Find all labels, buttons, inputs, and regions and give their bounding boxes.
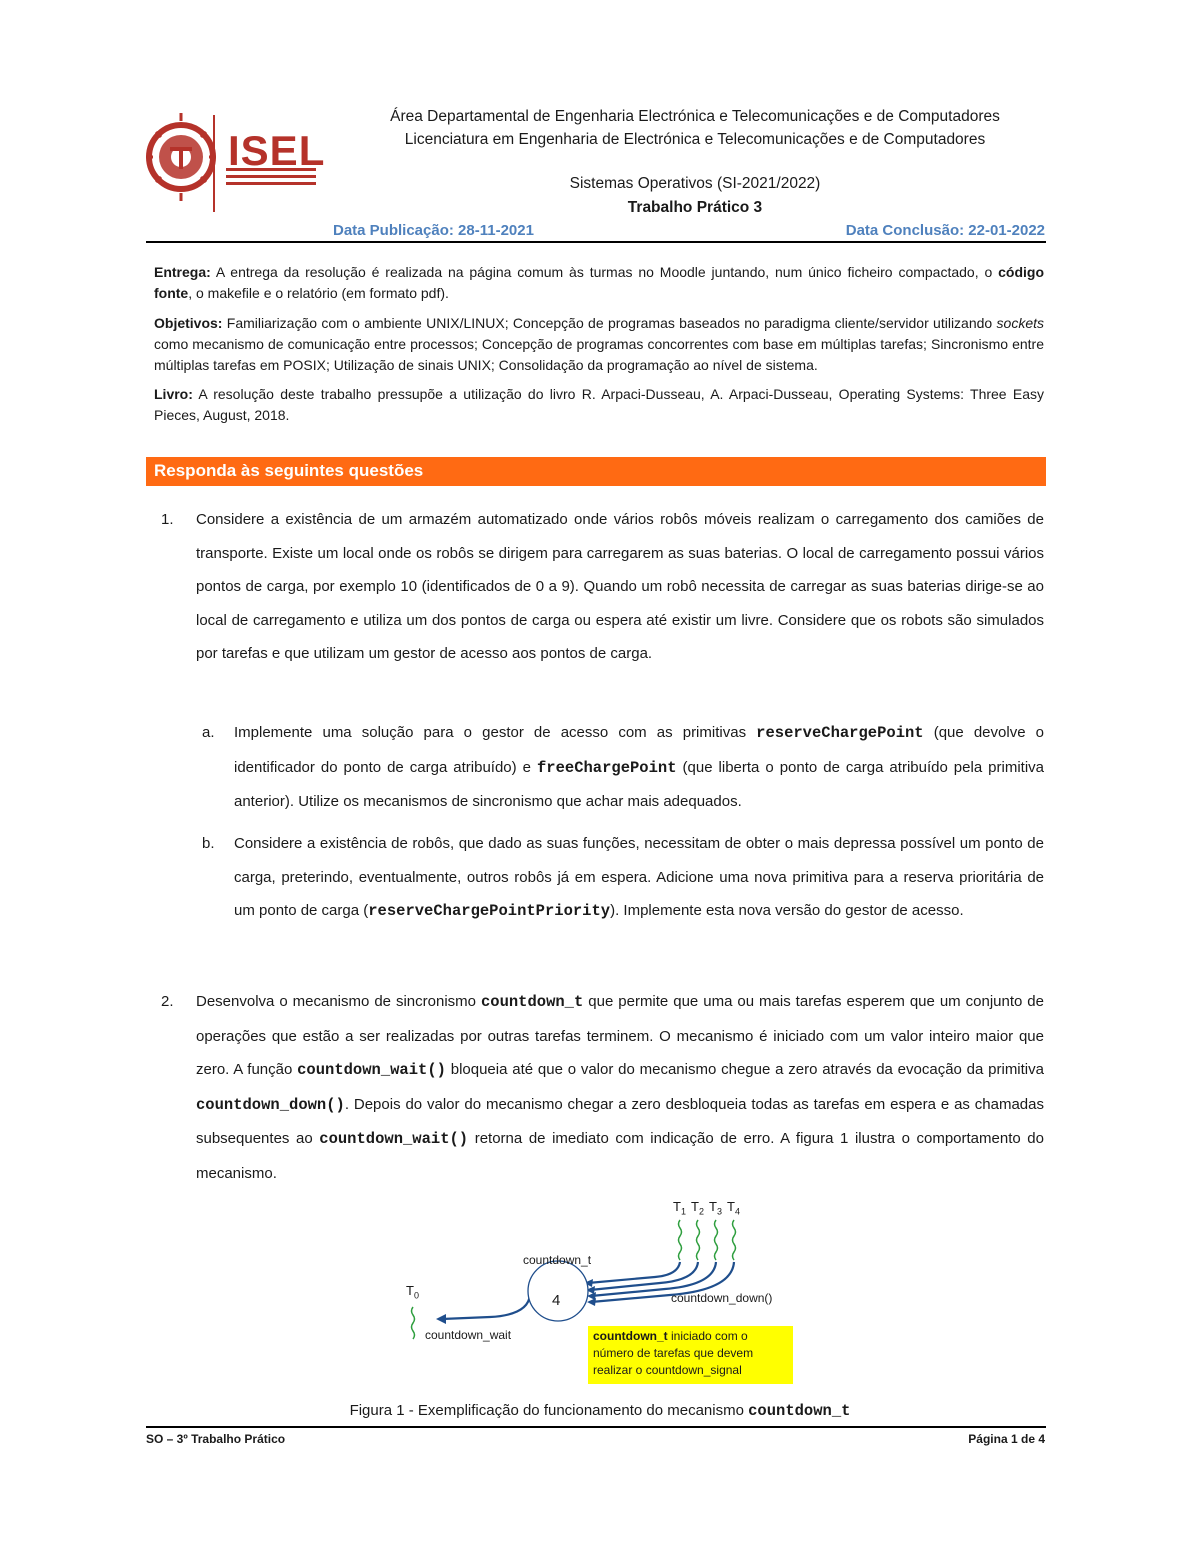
delivery-paragraph <box>154 262 1044 304</box>
objectives-sockets: sockets <box>996 315 1044 331</box>
thread-label-t0: $T_0$ <box>406 1283 419 1301</box>
question-2-number: 2. <box>161 993 174 1010</box>
question-1a-label: a. <box>202 724 215 741</box>
t2-wave-icon <box>697 1220 700 1260</box>
countdown-circle <box>528 1261 588 1321</box>
q2-text-4: . Depois do valor do mecanismo chegar a zero desbloqueia todas as tarefas em espera e as chamadas subsequentes ao <box>196 1095 1044 1148</box>
reserve-charge-point-code: reserveChargePoint <box>756 724 924 742</box>
wait-arrow <box>442 1295 530 1319</box>
question-1b-text <box>234 827 1044 929</box>
book-paragraph <box>154 384 1044 426</box>
book-label: Livro: <box>154 386 193 402</box>
page-number: Página 1 de 4 <box>968 1432 1045 1446</box>
questions-section-header <box>146 457 1046 486</box>
department-title: Área Departamental de Engenharia Electrónica e Telecomunicações e de Computadores <box>390 108 1000 125</box>
question-2-text <box>196 985 1044 1191</box>
q1b-text-2: ). Implemente esta nova versão do gestor de acesso. <box>610 902 964 920</box>
t0-wave-icon <box>412 1307 415 1339</box>
countdown-wait-code-2: countdown_wait() <box>319 1130 469 1149</box>
caption-code: countdown_t <box>748 1402 851 1420</box>
t3-wave-icon <box>715 1220 718 1260</box>
q1b-text-1: Considere a existência de robôs, que dado as suas funções, necessitam de obter o mais depressa possível um ponto de carga, preterindo, eventualmente, outros robôs já em espera. Adicione uma nova primitiva para a reserva prioritária de um ponto de carga ( <box>234 835 1044 920</box>
section-title: Responda às seguintes questões <box>154 461 424 480</box>
q2-text-3: bloqueia até que o valor do mecanismo chegue a zero através da evocação da primitiva <box>445 1061 1044 1079</box>
q2-text-1: Desenvolva o mecanismo de sincronismo <box>196 993 481 1010</box>
q1a-text-3: (que liberta o ponto de carga atribuído pela primitiva anterior). Utilize os mecanismos de sincronismo que achar mais adequados. <box>234 758 1044 811</box>
footer-rule <box>146 1426 1046 1428</box>
question-1-number: 1. <box>161 511 174 528</box>
q1a-text-2: (que devolve o identificador do ponto de carga atribuído) e <box>234 724 1044 776</box>
note-text-3: realizar o countdown_signal <box>593 1363 742 1377</box>
q1a-text-1: Implemente uma solução para o gestor de acesso com as primitivas <box>234 724 757 741</box>
q2-text-2: que permite que uma ou mais tarefas esperem que um conjunto de operações que estão a ser realizadas por outras tarefas terminem. O mecanismo é iniciado com um valor inteiro maior que zero. A função <box>196 993 1044 1079</box>
countdown-t-label: countdown_t <box>523 1253 592 1267</box>
question-1-text: Considere a existência de um armazém automatizado onde vários robôs móveis realizam o carregamento dos camiões de transporte. Existe um local onde os robôs se dirigem para carregarem as suas baterias. O local de carregamento possui vários pontos de carga, por exemplo 10 (identificados de 0 a 9). Quando um robô necessita de carregar as suas baterias dirige-se ao local de carregamento e utiliza um dos pontos de carga ou espera até existir um livre. Considere que os robots são simulados por tarefas e que utilizam um gestor de acesso aos pontos de carga. <box>196 511 1044 663</box>
objectives-label: Objetivos: <box>154 315 223 331</box>
circle-value: 4 <box>552 1292 561 1309</box>
countdown-down-code: countdown_down() <box>196 1095 345 1114</box>
course-title: Sistemas Operativos (SI-2021/2022) <box>569 175 821 192</box>
thread-label-t1: $T_1$ <box>673 1199 686 1217</box>
isel-logo-text: ISEL <box>228 127 326 174</box>
objectives-text-1: Familiarização com o ambiente UNIX/LINUX; Concepção de programas baseados no paradigma cliente/servidor utilizando <box>222 315 997 331</box>
degree-title: Licenciatura em Engenharia de Electrónica e Telecomunicações e de Computadores <box>404 131 986 148</box>
note-text-2: número de tarefas que devem <box>593 1346 754 1360</box>
note-bold: countdown_t <box>593 1329 668 1343</box>
note-text-1: iniciado com o <box>667 1329 748 1343</box>
delivery-source-code: código fonte <box>154 264 1044 301</box>
free-charge-point-code: freeChargePoint <box>536 758 677 777</box>
countdown-wait-code: countdown_wait() <box>297 1061 446 1080</box>
assignment-title: Trabalho Prático 3 <box>627 199 763 216</box>
thread-label-t3: $T_3$ <box>709 1199 722 1217</box>
header-rule <box>146 241 1046 243</box>
wait-arrowhead-icon <box>436 1314 446 1324</box>
countdown-note <box>588 1326 793 1384</box>
countdown-t-code: countdown_t <box>480 993 584 1011</box>
delivery-label: Entrega: <box>154 264 211 280</box>
countdown-down-label: countdown_down() <box>671 1291 773 1305</box>
delivery-text-2: , o makefile e o relatório (em formato pdf). <box>188 285 449 301</box>
due-date: Data Conclusão: 22-01-2022 <box>845 222 1045 239</box>
question-1b-label: b. <box>202 835 215 852</box>
delivery-text-1: A entrega da resolução é realizada na página comum às turmas no Moodle juntando, num único ficheiro compactado, o <box>210 264 999 280</box>
countdown-wait-label: countdown_wait <box>425 1328 512 1342</box>
figure-1 <box>380 1195 820 1395</box>
objectives-text-2: como mecanismo de comunicação entre processos; Concepção de programas concorrentes com base em múltiplas tarefas; Sincronismo entre múltiplas tarefas em POSIX; Utilização de sinais UNIX; Consolidação da programação ao nível de sistema. <box>154 336 1044 373</box>
thread-label-t2: $T_2$ <box>691 1199 704 1217</box>
t4-wave-icon <box>733 1220 736 1260</box>
figure-caption <box>0 1402 1200 1420</box>
footer-left: SO – 3º Trabalho Prático <box>146 1432 286 1446</box>
objectives-paragraph <box>154 313 1044 376</box>
thread-label-t4: $T_4$ <box>727 1199 740 1217</box>
publication-date: Data Publicação: 28-11-2021 <box>333 222 534 239</box>
reserve-charge-point-priority-code: reserveChargePointPriority <box>368 902 611 921</box>
caption-text: Figura 1 - Exemplificação do funcionamento do mecanismo <box>349 1402 749 1419</box>
book-text: A resolução deste trabalho pressupõe a utilização do livro R. Arpaci-Dusseau, A. Arpaci-Dusseau, Operating Systems: Three Easy Pieces, August, 2018. <box>154 386 1044 423</box>
t1-wave-icon <box>679 1220 682 1260</box>
q2-text-5: retorna de imediato com indicação de erro. A figura 1 ilustra o comportamento do mecanismo. <box>196 1130 1044 1182</box>
question-1a-text <box>234 716 1044 819</box>
